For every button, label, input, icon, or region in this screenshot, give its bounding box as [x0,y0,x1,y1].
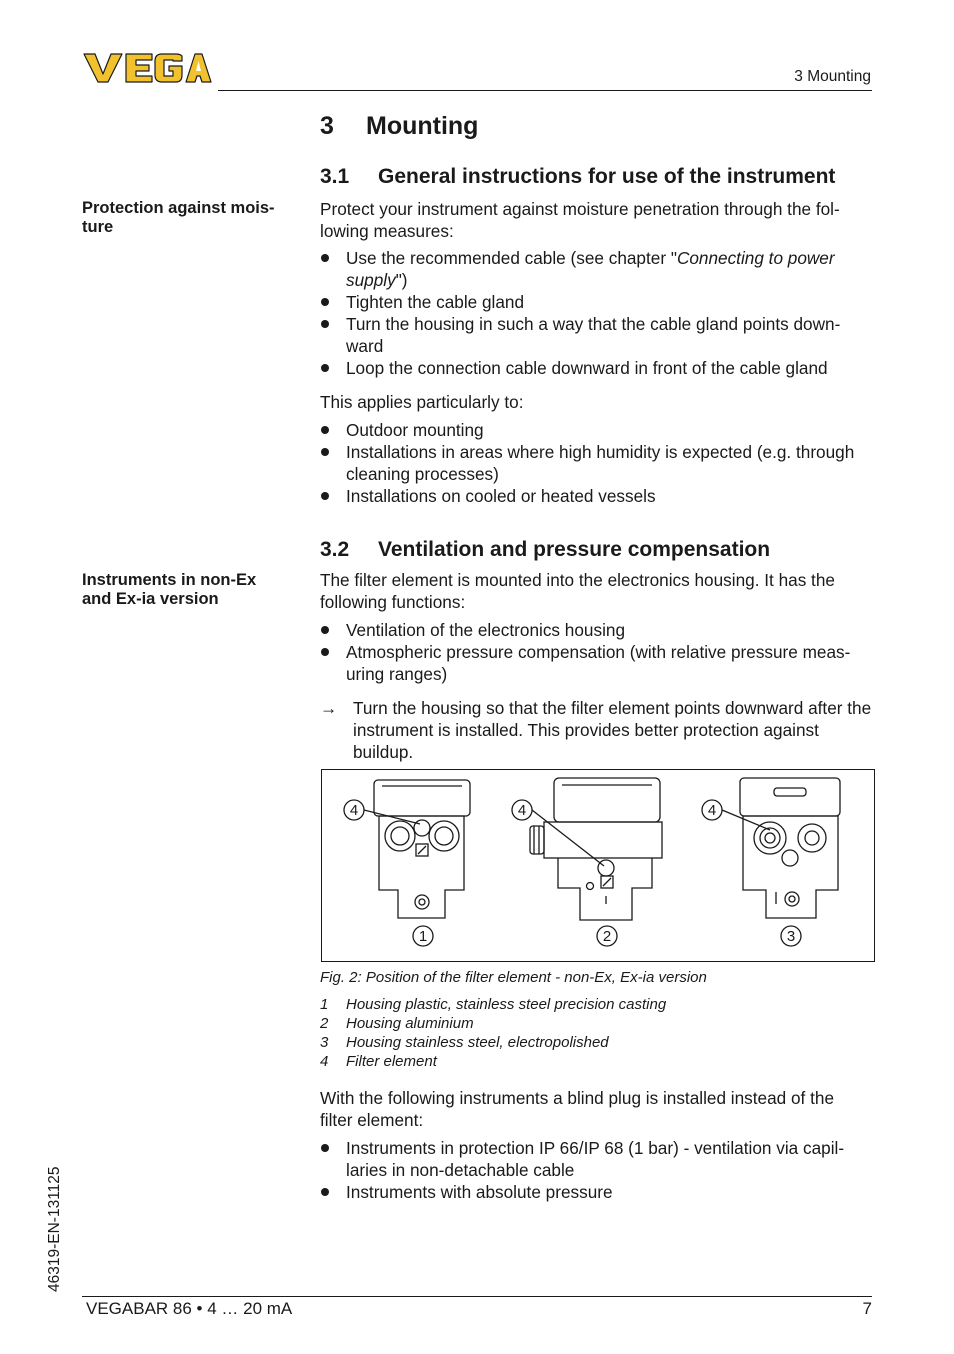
callout-filter-3: 4 [707,802,717,819]
footer-rule [82,1296,872,1297]
chapter-number: 3 [320,112,334,140]
list-item: Tighten the cable gland [320,291,876,313]
bullet-icon [321,448,329,456]
applies-list [320,419,876,507]
page-number: 7 [862,1299,872,1318]
section-number: 3.1 [320,165,350,188]
bullet-icon [321,1144,329,1152]
blind-plug-list [320,1137,876,1203]
list-item: Ventilation of the electronics housing [320,619,876,641]
housing-aluminium-drawing [530,778,662,920]
housing-plastic-drawing [374,780,470,918]
callout-filter-1: 4 [349,802,359,819]
legend-item: 2 Housing aluminium [320,1015,474,1032]
filter-intro: The filter element is mounted into the electronics housing. It has the following functions: [320,570,835,612]
section-heading-3-2 [320,538,770,562]
section-number: 3.2 [320,538,350,561]
callout-housing-3: 3 [786,928,796,945]
vega-logo [82,52,212,84]
housing-drawings [322,770,874,961]
chapter-title: Mounting [366,112,479,140]
side-label-moisture: Protection against mois- ture [82,199,275,236]
bullet-icon [321,426,329,434]
section-heading-3-1 [320,165,835,189]
chapter-heading [320,112,478,141]
action-text: Turn the housing so that the filter element points downward after the instrument is installed. This provides better protection against buildup. [353,698,872,762]
arrow-right-icon: → [320,698,338,718]
bullet-icon [321,320,329,328]
bullet-icon [321,298,329,306]
callout-housing-2: 2 [602,928,612,945]
list-item: Use the recommended cable (see chapter "Connecting to power supply") [320,247,876,291]
list-item: Turn the housing in such a way that the cable gland points down- ward [320,313,876,357]
figure-legend [320,995,666,1071]
applies-text: This applies particularly to: [320,392,524,412]
housing-stainless-drawing [740,778,840,918]
legend-item: 4 Filter element [320,1053,437,1070]
header-rule [218,90,872,91]
list-item: Instruments in protection IP 66/IP 68 (1 bar) - ventilation via capil- laries in non-detachable cable [320,1137,876,1181]
footer-product: VEGABAR 86 • 4 … 20 mA [86,1299,293,1318]
list-item: Instruments with absolute pressure [320,1181,876,1203]
bullet-icon [321,254,329,262]
legend-item: 3 Housing stainless steel, electropolished [320,1034,609,1051]
callout-filter-2: 4 [517,802,527,819]
list-item: Installations in areas where high humidity is expected (e.g. through cleaning processes) [320,441,876,485]
list-item: Outdoor mounting [320,419,876,441]
callout-housing-1: 1 [418,928,428,945]
bullet-icon [321,364,329,372]
bullet-icon [321,648,329,656]
bullet-icon [321,1188,329,1196]
side-label-non-ex: Instruments in non-Ex and Ex-ia version [82,571,257,608]
figure-caption: Fig. 2: Position of the filter element - non-Ex, Ex-ia version [320,969,707,986]
legend-item: 1 Housing plastic, stainless steel precision casting [320,996,667,1013]
action-step [320,697,876,763]
moisture-intro: Protect your instrument against moisture penetration through the fol- lowing measures: [320,199,840,241]
blind-plug-text: With the following instruments a blind plug is installed instead of the filter element: [320,1088,834,1130]
section-title: Ventilation and pressure compensation [378,538,771,561]
running-head: 3 Mounting [794,68,871,85]
moisture-measures-list [320,247,876,379]
section-title: General instructions for use of the instrument [378,165,836,188]
list-item: Loop the connection cable downward in front of the cable gland [320,357,876,379]
filter-functions-list [320,619,876,685]
list-item: Atmospheric pressure compensation (with relative pressure meas- uring ranges) [320,641,876,685]
bullet-icon [321,626,329,634]
bullet-icon [321,492,329,500]
list-item: Installations on cooled or heated vessels [320,485,876,507]
document-code: 46319-EN-131125 [46,1166,63,1292]
filter-position-figure [321,769,875,962]
